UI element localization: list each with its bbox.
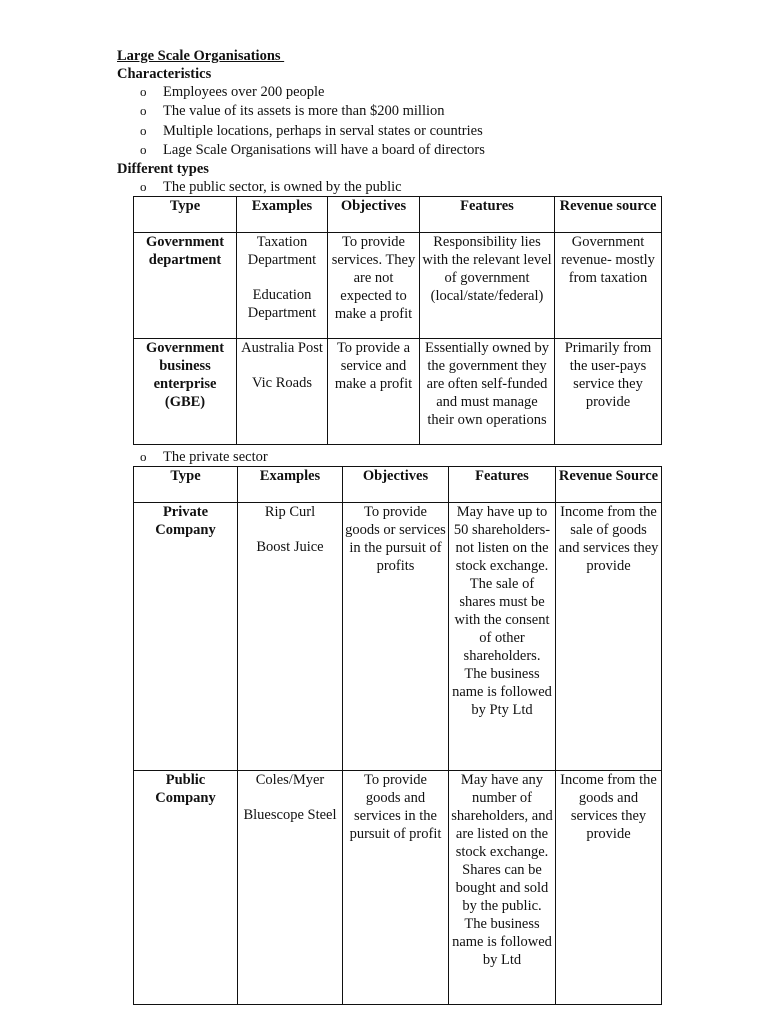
table-row [134, 771, 662, 1005]
row-revenue: Income from the sale of goods and services they provide [556, 503, 662, 771]
table-row [134, 339, 662, 445]
bullet-icon: o [140, 84, 147, 99]
private-sector-table [133, 466, 662, 1005]
header-objectives: Objectives [343, 467, 449, 503]
bullet-icon: o [140, 122, 147, 138]
row-features: May have any number of shareholders, and are listed on the stock exchange. Shares can be bought and sold by the public. The business name is followed by Ltd [449, 771, 556, 1005]
public-sector-table [133, 196, 662, 445]
characteristics-list [140, 83, 485, 160]
row-objectives: To provide services. They are not expected to make a profit [328, 233, 420, 339]
different-types-heading: Different types [117, 161, 209, 177]
header-examples: Examples [237, 197, 328, 233]
header-revenue-source: Revenue source [555, 197, 662, 233]
header-examples: Examples [238, 467, 343, 503]
list-item: o The value of its assets is more than $200 million [140, 103, 445, 120]
row-revenue: Income from the goods and services they provide [556, 771, 662, 1005]
row-type: Private Company [134, 503, 238, 771]
bullet-icon: o [140, 103, 147, 119]
public-sector-bullet [140, 178, 402, 197]
row-objectives: To provide goods or services in the pursuit of profits [343, 503, 449, 771]
header-type: Type [134, 197, 237, 233]
header-revenue-source: Revenue Source [556, 467, 662, 503]
list-item: o The public sector, is owned by the public [140, 179, 402, 195]
bullet-icon: o [140, 141, 147, 157]
row-examples: Rip Curl Boost Juice [238, 503, 343, 771]
list-item: o Lage Scale Organisations will have a board of directors [140, 141, 485, 158]
row-type: Government department [134, 233, 237, 339]
row-features: Responsibility lies with the relevant level of government (local/state/federal) [420, 233, 555, 339]
bullet-icon: o [140, 179, 147, 194]
table-header-row [134, 197, 662, 233]
row-features: May have up to 50 shareholders- not listen on the stock exchange. The sale of shares must be with the consent of other shareholders. The business name is followed by Pty Ltd [449, 503, 556, 771]
header-features: Features [420, 197, 555, 233]
private-sector-bullet [140, 448, 268, 467]
row-objectives: To provide a service and make a profit [328, 339, 420, 445]
row-type: Public Company [134, 771, 238, 1005]
list-item: o Multiple locations, perhaps in serval states or countries [140, 122, 483, 139]
header-objectives: Objectives [328, 197, 420, 233]
row-features: Essentially owned by the government they are often self-funded and must manage their own operations [420, 339, 555, 445]
table-row [134, 503, 662, 771]
list-item: o Employees over 200 people [140, 84, 325, 100]
row-examples: Australia Post Vic Roads [237, 339, 328, 445]
bullet-icon: o [140, 449, 147, 464]
row-objectives: To provide goods and services in the pursuit of profit [343, 771, 449, 1005]
header-type: Type [134, 467, 238, 503]
row-revenue: Primarily from the user-pays service they provide [555, 339, 662, 445]
header-features: Features [449, 467, 556, 503]
table-header-row [134, 467, 662, 503]
row-type: Government business enterprise (GBE) [134, 339, 237, 445]
row-examples: Taxation Department Education Department [237, 233, 328, 339]
row-revenue: Government revenue- mostly from taxation [555, 233, 662, 339]
table-row [134, 233, 662, 339]
page-title: Large Scale Organisations [117, 48, 285, 64]
characteristics-heading: Characteristics [117, 66, 212, 82]
list-item: o The private sector [140, 449, 268, 465]
row-examples: Coles/Myer Bluescope Steel [238, 771, 343, 1005]
